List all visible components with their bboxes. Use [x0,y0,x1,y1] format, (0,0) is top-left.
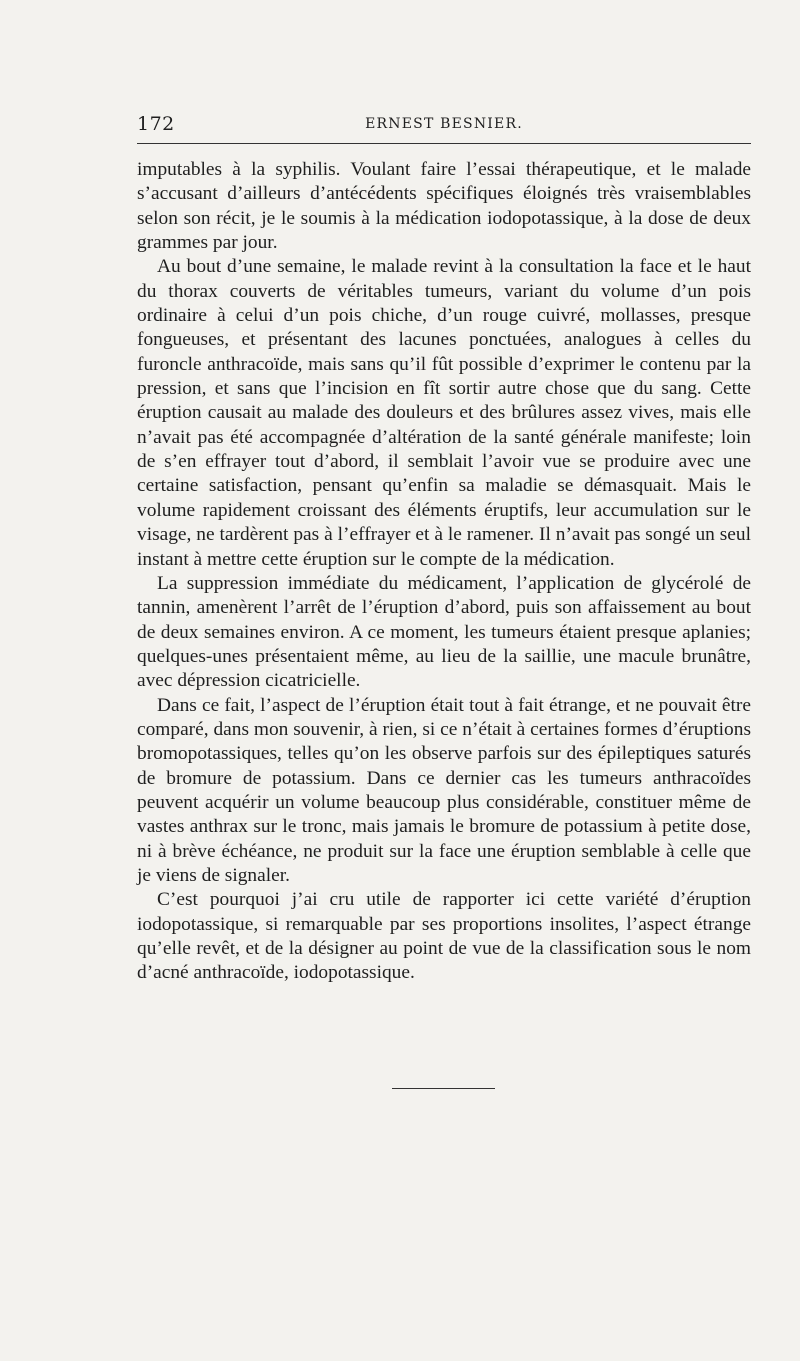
section-end-rule [392,1088,495,1089]
paragraph-continued: imputables à la syphilis. Voulant faire l’essai thérapeutique, et le malade s’accusant d’ailleurs d’antécédents spécifiques éloignés très vraisemblables selon son récit, je le soumis à la médication iodopotassique, à la dose de deux grammes par jour. [137,159,751,254]
paragraph: C’est pourquoi j’ai cru utile de rapporter ici cette variété d’éruption iodopotassique, si remarquable par ses proportions insolites, l’aspect étrange qu’elle revêt, et de la désigner au point de vue de la classification sous le nom d’acné anthracoïde, iodopotassique. [137,889,751,984]
body-text [137,158,751,986]
paragraph: Au bout d’une semaine, le malade revint à la consultation la face et le haut du thorax couverts de véritables tumeurs, variant du volume d’un pois ordinaire à celui d’un pois chiche, d’un rouge cuivré, mollasses, presque fongueuses, et présentant des lacunes ponctuées, analogues à celles du furoncle anthracoïde, mais sans qu’il fût possible d’exprimer le contenu par la pression, et sans que l’incision en fît sortir autre chose que du sang. Cette éruption causait au malade des douleurs et des brûlures assez vives, mais elle n’avait pas été accompagnée d’altération de la santé générale manifeste; loin de s’en effrayer tout d’abord, il semblait l’avoir vue se produire avec une certaine satisfaction, pensant qu’enfin sa maladie se démasquait. Mais le volume rapidement croissant des éléments éruptifs, leur accumulation sur le visage, ne tardèrent pas à l’effrayer et à le ramener. Il n’avait pas songé un seul instant à mettre cette éruption sur le compte de la médication. [137,256,751,570]
paragraph: Dans ce fait, l’aspect de l’éruption était tout à fait étrange, et ne pouvait être comparé, dans mon souvenir, à rien, si ce n’était à certaines formes d’éruptions bromopotassiques, telles qu’on les observe parfois sur des épileptiques saturés de bromure de potassium. Dans ce dernier cas les tumeurs anthracoïdes peuvent acquérir un volume beaucoup plus considérable, constituer même de vastes anthrax sur le tronc, mais jamais le bromure de potassium à petite dose, ni à brève échéance, ne produit sur la face une éruption semblable à celle que je viens de signaler. [137,694,751,886]
paragraph: La suppression immédiate du médicament, l’application de glycérolé de tannin, amenèrent l’arrêt de l’éruption d’abord, puis son affaissement au bout de deux semaines environ. A ce moment, les tumeurs étaient presque aplanies; quelques-unes présentaient même, au lieu de la saillie, une macule brunâtre, avec dépression cicatricielle. [137,572,751,692]
running-head: ERNEST BESNIER. [365,116,523,132]
header-rule [137,143,751,144]
page-number: 172 [137,113,175,135]
page-header [137,113,751,137]
